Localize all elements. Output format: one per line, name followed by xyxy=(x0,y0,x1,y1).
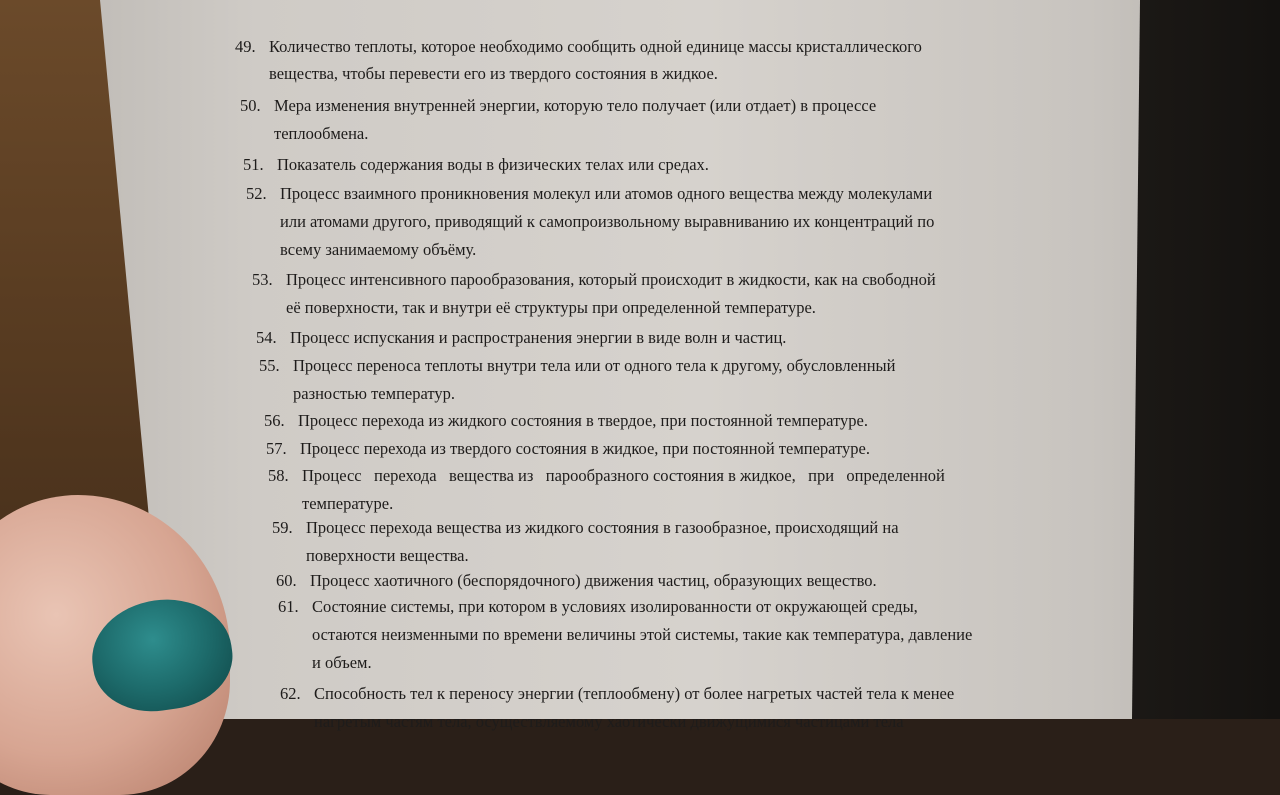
item-number: 59. xyxy=(272,518,293,537)
item-text: Процесс хаотичного (беспорядочного) движения частиц, образующих вещество. xyxy=(310,571,877,590)
item-text: Способность тел к переносу энергии (теплообмену) от более нагретых частей тела к менее xyxy=(314,684,955,703)
item-number: 56. xyxy=(264,411,285,430)
item-text-continued: вещества, чтобы перевести его из твердого состояния в жидкое. xyxy=(269,64,718,83)
list-item-61 xyxy=(278,593,972,677)
list-item-58 xyxy=(268,462,945,518)
item-text: Процесс перехода вещества из парообразного состояния в жидкое, при определенной xyxy=(302,466,945,485)
item-number: 52. xyxy=(246,184,267,203)
item-number: 57. xyxy=(266,439,287,458)
list-item-56 xyxy=(264,407,868,435)
item-text: Процесс переноса теплоты внутри тела или от одного тела к другому, обусловленный xyxy=(293,356,896,375)
item-number: 50. xyxy=(240,96,261,115)
item-text-continued: поверхности вещества. xyxy=(306,546,469,565)
item-text: Процесс взаимного проникновения молекул или атомов одного вещества между молекулами xyxy=(280,184,933,203)
item-number: 60. xyxy=(276,571,297,590)
item-text: Состояние системы, при котором в условиях изолированности от окружающей среды, xyxy=(312,597,918,616)
list-item-62 xyxy=(280,680,954,736)
list-item-60 xyxy=(276,567,877,595)
list-item-54 xyxy=(256,324,786,352)
list-item-53 xyxy=(252,266,936,322)
list-item-49 xyxy=(235,33,922,88)
list-item-55 xyxy=(259,352,895,408)
item-text-continued: или атомами другого, приводящий к самопроизвольному выравниванию их концентраций по xyxy=(280,212,935,231)
item-text-continued: её поверхности, так и внутри её структуры при определенной температуре. xyxy=(286,298,816,317)
list-item-59 xyxy=(272,514,899,570)
item-text-continued: теплообмена. xyxy=(274,124,369,143)
item-text: Процесс интенсивного парообразования, который происходит в жидкости, как на свободной xyxy=(286,270,936,289)
item-text: Показатель содержания воды в физических телах или средах. xyxy=(277,155,709,174)
list-item-51 xyxy=(243,151,709,179)
list-item-50 xyxy=(240,92,876,148)
item-number: 49. xyxy=(235,37,256,56)
list-item-52 xyxy=(246,180,934,264)
item-number: 54. xyxy=(256,328,277,347)
item-text: Процесс перехода вещества из жидкого состояния в газообразное, происходящий на xyxy=(306,518,899,537)
item-text-continued: и объем. xyxy=(312,653,372,672)
item-text-continued: остаются неизменными по времени величины этой системы, такие как температура, давление xyxy=(312,625,973,644)
item-number: 55. xyxy=(259,356,280,375)
item-text-continued: всему занимаемому объёму. xyxy=(280,240,477,259)
item-number: 61. xyxy=(278,597,299,616)
item-text-continued: разностью температур. xyxy=(293,384,455,403)
item-text: Мера изменения внутренней энергии, которую тело получает (или отдает) в процессе xyxy=(274,96,877,115)
item-text: Процесс перехода из твердого состояния в жидкое, при постоянной температуре. xyxy=(300,439,871,458)
item-number: 51. xyxy=(243,155,264,174)
list-item-57 xyxy=(266,435,870,463)
item-text: Процесс испускания и распространения энергии в виде волн и частиц. xyxy=(290,328,787,347)
item-number: 62. xyxy=(280,684,301,703)
item-text: Процесс перехода из жидкого состояния в твердое, при постоянной температуре. xyxy=(298,411,869,430)
item-text-continued: нагретым частям тела, осуществляемому хаотически движущимися частицами тела xyxy=(314,712,904,731)
item-number: 53. xyxy=(252,270,273,289)
item-number: 58. xyxy=(268,466,289,485)
item-text: Количество теплоты, которое необходимо сообщить одной единице массы кристаллического xyxy=(269,37,922,56)
item-text-continued: температуре. xyxy=(302,494,394,513)
